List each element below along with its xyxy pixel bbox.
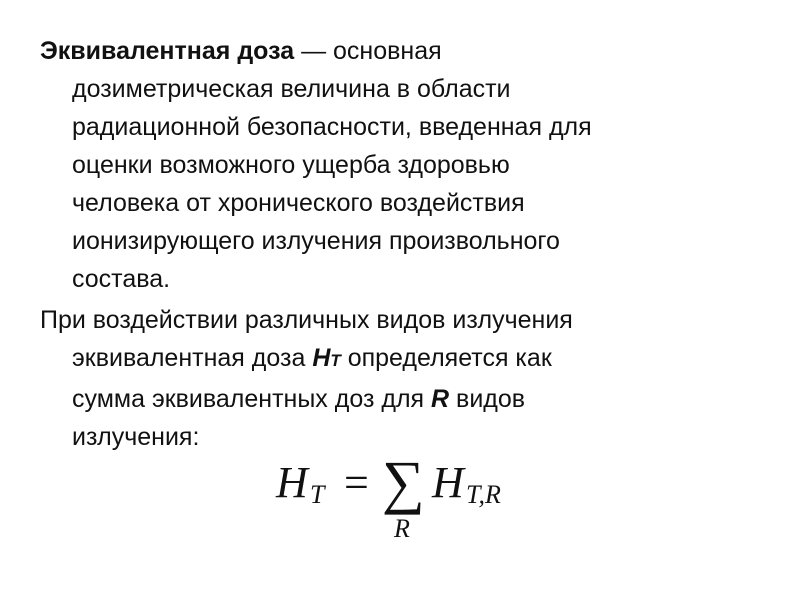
summation-sign: ∑	[382, 449, 425, 515]
sum-explanation-paragraph	[40, 301, 740, 456]
explanation-text: сумма эквивалентных доз для	[72, 385, 432, 413]
explanation-line: излучения:	[72, 423, 200, 451]
explanation-text: определяется как	[340, 344, 552, 372]
definition-line: человека от хронического воздействия	[72, 189, 525, 217]
definition-line: радиационной безопасности, введенная для	[72, 113, 592, 141]
definition-line: дозиметрическая величина в области	[72, 75, 511, 103]
explanation-text: эквивалентная доза	[72, 344, 313, 372]
formula-equals: =	[344, 458, 369, 507]
definition-line	[40, 32, 740, 70]
definition-text: — основная	[294, 37, 442, 65]
explanation-line: При воздействии различных видов излучения	[40, 306, 573, 334]
summation-index: R	[394, 514, 410, 543]
definition-paragraph	[40, 32, 740, 298]
formula-lhs: H	[276, 458, 308, 507]
formula-lhs-subscript: T	[310, 480, 325, 509]
explanation-line	[40, 339, 740, 380]
dose-symbol: H	[312, 344, 331, 372]
formula-rhs-subscript: T,R	[466, 480, 501, 509]
definition-term: Эквивалентная доза	[40, 37, 295, 65]
definition-line: оценки возможного ущерба здоровью	[72, 151, 510, 179]
explanation-line	[40, 380, 740, 418]
radiation-types-symbol: R	[431, 385, 450, 413]
definition-line: состава.	[72, 265, 171, 293]
explanation-text: видов	[449, 385, 526, 413]
dose-symbol-subscript: T	[330, 351, 341, 370]
definition-line: ионизирующего излучения произвольного	[72, 227, 560, 255]
formula-rhs: H	[432, 458, 464, 507]
equivalent-dose-formula	[270, 449, 570, 553]
